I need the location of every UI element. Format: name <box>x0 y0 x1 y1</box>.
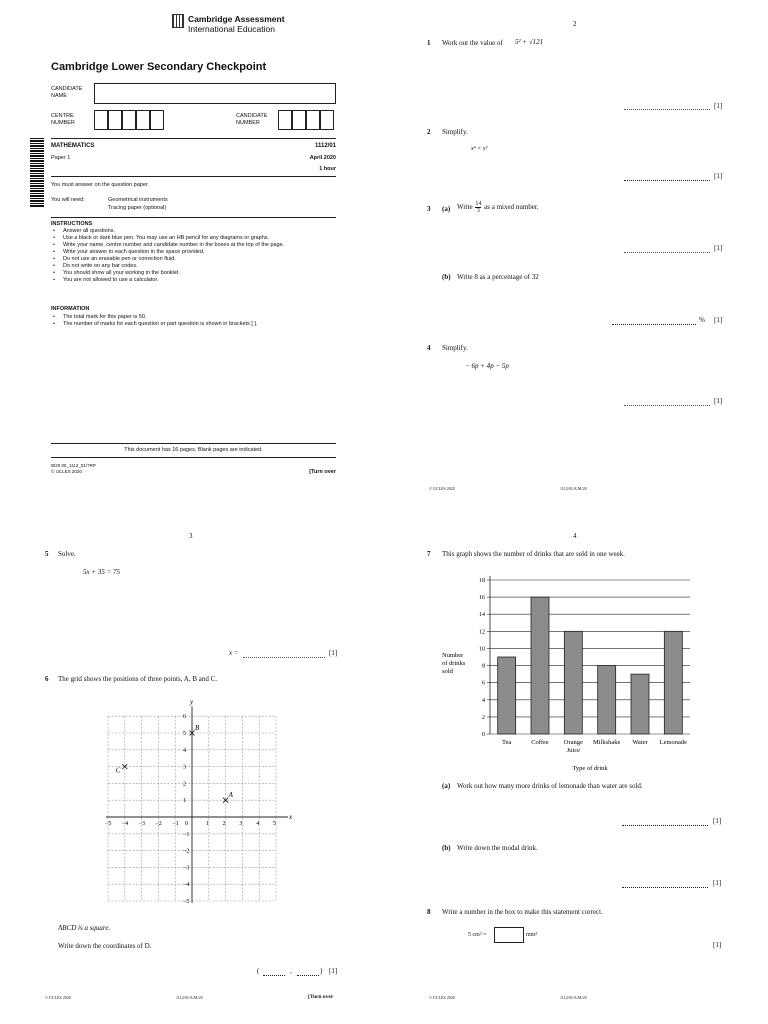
q3a-text-post: as a mixed number. <box>484 203 539 212</box>
instructions-list <box>51 228 336 284</box>
page-number: 2 <box>573 20 577 28</box>
bar <box>531 597 549 734</box>
answer-line[interactable] <box>624 405 710 406</box>
fraction-denominator: 3 <box>476 208 480 214</box>
candidate-name-box[interactable] <box>94 83 336 104</box>
percent-sign: % <box>699 316 705 324</box>
answer-line[interactable] <box>624 109 710 110</box>
exam-date: April 2020 <box>309 155 336 161</box>
pages-note: This document has 16 pages. Blank pages are indicated. <box>124 447 263 453</box>
question-number: 8 <box>427 908 431 916</box>
question-text: Work out how many more drinks of lemonade than water are sold. <box>457 782 643 790</box>
need-item: Tracing paper (optional) <box>108 205 167 211</box>
q5-expression: 5x + 35 = 75 <box>83 568 121 576</box>
question-text <box>457 201 539 214</box>
information-list <box>51 314 336 328</box>
mark-allocation: [1] <box>714 102 723 110</box>
list-item: • Write your answer to each question in the space provided. <box>51 249 336 256</box>
coordinate-grid <box>92 689 292 909</box>
point-label: C <box>115 766 121 775</box>
answer-line[interactable] <box>624 180 710 181</box>
list-item: • You should show all your working in the booklet. <box>51 270 336 277</box>
question-text: Write a number in the box to make this statement correct. <box>442 908 603 916</box>
question-text: This graph shows the number of drinks that are sold in one week. <box>442 550 625 558</box>
divider <box>51 443 336 444</box>
x-tick-label: 2 <box>222 821 226 827</box>
list-item: • Answer all questions. <box>51 228 336 235</box>
x-tick-label: −3 <box>138 821 145 827</box>
fraction <box>475 201 481 214</box>
q8-unit: mm² <box>526 932 538 938</box>
mark-allocation: [1] <box>713 817 722 825</box>
candidate-number-cell[interactable] <box>278 110 292 130</box>
list-item: • Use a black or dark blue pen. You may use an HB pencil for any diagrams or graphs. <box>51 235 336 242</box>
footer-copyright: © UCLES 2020 <box>429 486 455 491</box>
x-axis-label: x <box>289 813 292 821</box>
bar <box>564 631 582 734</box>
turn-over: [Turn over <box>308 994 334 1000</box>
coordinate-open-bracket: ( <box>257 967 260 975</box>
barcode <box>30 138 44 208</box>
mark-allocation: [1] <box>714 244 723 252</box>
mark-allocation: [1] <box>713 941 722 949</box>
question-text: Write down the coordinates of D. <box>58 942 152 950</box>
y-tick-label: 16 <box>479 595 485 602</box>
reference-code: IB20 05_1112_01/7RP <box>51 463 96 468</box>
centre-number-cell[interactable] <box>150 110 164 130</box>
question-text: Simplify. <box>442 128 468 136</box>
y-tick-label: 2 <box>183 781 186 788</box>
y-tick-label: 18 <box>479 578 485 584</box>
y-tick-label: −1 <box>183 831 190 838</box>
candidate-number-label: CANDIDATE NUMBER <box>236 113 268 126</box>
exam-title: Cambridge Lower Secondary Checkpoint <box>51 61 267 73</box>
x-tick-label: Tea <box>502 739 512 746</box>
list-item: • You are not allowed to use a calculator. <box>51 277 336 284</box>
centre-number-cell[interactable] <box>136 110 150 130</box>
y-axis-label: Number <box>442 652 464 659</box>
coordinate-comma: , <box>290 967 292 975</box>
question-number: 3 <box>427 205 431 213</box>
centre-number-label: CENTRE NUMBER <box>51 113 75 126</box>
x-tick-label: Orange <box>563 739 583 746</box>
page-4 <box>384 512 768 1024</box>
part-label: (b) <box>442 844 451 852</box>
y-tick-label: −5 <box>183 899 190 905</box>
need-item: Geometrical instruments <box>108 197 168 203</box>
mark-allocation: [1] <box>714 172 723 180</box>
footer-copyright: © UCLES 2020 <box>429 995 455 1000</box>
mark-allocation: [1] <box>714 397 723 405</box>
bar <box>631 674 649 734</box>
centre-number-cell[interactable] <box>94 110 108 130</box>
cambridge-crest-icon <box>172 14 184 28</box>
y-tick-label: 0 <box>482 732 485 738</box>
answer-note: You must answer on the question paper. <box>51 182 149 188</box>
x-tick-label: −5 <box>105 821 112 827</box>
logo-line-2: International Education <box>188 24 275 34</box>
candidate-number-cell[interactable] <box>306 110 320 130</box>
candidate-number-cell[interactable] <box>320 110 334 130</box>
subject: MATHEMATICS <box>51 143 95 149</box>
bar <box>498 657 516 734</box>
y-tick-label: 3 <box>183 764 186 771</box>
question-number: 5 <box>45 550 49 558</box>
y-tick-label: 4 <box>183 747 186 754</box>
y-tick-label: −4 <box>183 882 190 889</box>
answer-box[interactable] <box>494 927 524 943</box>
candidate-name-label: CANDIDATE NAME <box>51 86 83 99</box>
list-item: • The total mark for this paper is 50. <box>51 314 336 321</box>
you-need-label: You will need: <box>51 197 85 203</box>
question-number: 6 <box>45 675 49 683</box>
coordinate-close-bracket: ) <box>320 967 323 975</box>
mark-allocation: [1] <box>329 649 338 657</box>
x-tick-label: Coffee <box>531 739 549 746</box>
y-tick-label: 8 <box>482 663 485 670</box>
y-tick-label: 14 <box>479 612 485 619</box>
question-text: Write 8 as a percentage of 32 <box>457 273 539 281</box>
q3a-text-pre: Write <box>457 203 473 212</box>
page-number: 3 <box>189 532 193 540</box>
paper-number: Paper 1 <box>51 155 71 161</box>
question-number: 7 <box>427 550 431 558</box>
turn-over: [Turn over <box>309 469 336 475</box>
centre-number-cell[interactable] <box>122 110 136 130</box>
y-tick-label: 6 <box>482 680 485 687</box>
divider <box>51 176 336 177</box>
y-tick-label: 1 <box>183 798 186 805</box>
centre-number-cell[interactable] <box>108 110 122 130</box>
divider <box>51 217 336 218</box>
answer-line[interactable] <box>622 887 708 888</box>
fraction-numerator: 14 <box>475 201 482 207</box>
page-2 <box>384 0 768 512</box>
cover-page <box>0 0 384 512</box>
part-label: (b) <box>442 273 451 281</box>
logo-line-1: Cambridge Assessment <box>188 14 285 24</box>
y-axis-label: sold <box>442 668 453 675</box>
y-tick-label: 6 <box>183 714 186 721</box>
list-item: • The number of marks for each question or part question is shown in brackets [ ]. <box>51 321 336 328</box>
x-tick-label: Water <box>632 739 648 746</box>
page-3 <box>0 512 384 1024</box>
x-tick-label: 5 <box>273 821 276 827</box>
question-text: ABCD is a square. <box>58 924 111 932</box>
y-tick-label: 10 <box>479 646 485 653</box>
page-number: 4 <box>573 532 577 540</box>
question-text: Solve. <box>58 550 76 558</box>
q8-left-expression: 5 cm² = <box>468 932 487 938</box>
q1-expression: 5² + √121 <box>515 38 544 46</box>
footer-copyright: © UCLES 2020 <box>45 995 71 1000</box>
answer-line[interactable] <box>612 324 696 325</box>
y-tick-label: 4 <box>482 697 485 704</box>
x-tick-label: −1 <box>172 821 179 827</box>
copyright: © UCLES 2020 <box>51 469 82 474</box>
candidate-number-cell[interactable] <box>292 110 306 130</box>
y-tick-label: 5 <box>183 731 186 737</box>
coordinate-x-line[interactable] <box>263 975 285 976</box>
x-tick-label: Lemonade <box>659 739 688 746</box>
answer-line[interactable] <box>624 252 710 253</box>
y-axis-label: of drinks <box>442 660 466 667</box>
footer-code: 1112/01/A/M/20 <box>560 486 587 491</box>
origin-label: 0 <box>185 821 188 827</box>
answer-label: x = <box>229 649 239 657</box>
part-label: (a) <box>442 782 451 790</box>
list-item: • Write your name, centre number and candidate number in the boxes at the top of the page. <box>51 242 336 249</box>
q2-expression: x⁴ × x³ <box>471 146 488 152</box>
question-text: Simplify. <box>442 344 468 352</box>
question-number: 2 <box>427 128 431 136</box>
question-text: Work out the value of <box>442 39 503 47</box>
part-label: (a) <box>442 205 451 213</box>
information-heading: INFORMATION <box>51 306 90 312</box>
y-axis-label: y <box>190 698 194 707</box>
y-tick-label: 2 <box>482 714 485 721</box>
question-text: Write down the modal drink. <box>457 844 538 852</box>
y-tick-label: −3 <box>183 865 190 872</box>
paper-code: 1112/01 <box>314 143 336 149</box>
bar <box>664 631 682 734</box>
drinks-bar-chart <box>434 572 704 782</box>
x-tick-label: 3 <box>239 821 243 827</box>
point-label: B <box>195 724 200 732</box>
y-tick-label: −2 <box>183 848 190 855</box>
exam-duration: 1 hour <box>319 166 336 172</box>
mark-allocation: [1] <box>713 879 722 887</box>
q4-expression: − 6p + 4p − 5p <box>465 362 509 370</box>
x-tick-label: Juice <box>566 747 581 754</box>
footer-code: 1112/01/A/M/20 <box>176 995 203 1000</box>
coordinate-y-line[interactable] <box>297 975 319 976</box>
list-item: • Do not write on any bar codes. <box>51 263 336 270</box>
mark-allocation: [1] <box>714 316 723 324</box>
x-tick-label: 4 <box>256 821 260 827</box>
question-number: 1 <box>427 39 431 47</box>
x-tick-label: −4 <box>121 821 129 827</box>
list-item: • Do not use an erasable pen or correction fluid. <box>51 256 336 263</box>
x-axis-label: Type of drink <box>572 765 608 772</box>
instructions-heading: INSTRUCTIONS <box>51 221 93 227</box>
x-tick-label: 1 <box>205 821 209 827</box>
y-tick-label: 12 <box>479 629 485 636</box>
point-label: A <box>228 791 233 800</box>
answer-line[interactable] <box>243 657 325 658</box>
answer-line[interactable] <box>622 825 708 826</box>
footer-code: 1112/01/A/M/20 <box>560 995 587 1000</box>
question-text: The grid shows the positions of three points, A, B and C. <box>58 675 218 683</box>
divider <box>51 138 336 139</box>
x-tick-label: Milkshake <box>592 739 621 746</box>
divider <box>51 457 336 458</box>
bar <box>598 666 616 734</box>
mark-allocation: [1] <box>329 967 338 975</box>
x-tick-label: −2 <box>155 821 162 827</box>
question-number: 4 <box>427 344 431 352</box>
